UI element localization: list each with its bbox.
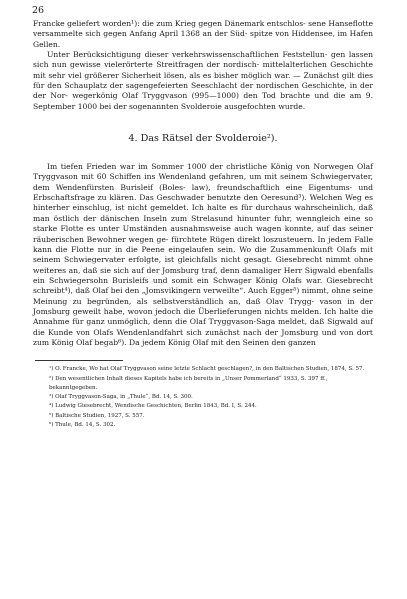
text-line: König Olaf begab⁶). Da jedem König Olaf mit den Seinen den ganzen bbox=[51, 337, 316, 347]
body-text bbox=[33, 19, 373, 348]
footnote-4: ⁴) Ludwig Giesebrecht, Wendische Geschichten, Berlin 1843, Bd. I, S. 244. bbox=[49, 403, 257, 410]
text-line: mittelalterlichen Geschichte mit sehr viel größerer Sicherheit lösen, als bbox=[33, 60, 374, 80]
text-line: Wendenlandfahrt sich zunächst nach der Jomsburg und von dort zum bbox=[33, 327, 373, 347]
text-line: nimmt ohne weiteres an, daß sie sich auf der Jomsburg traf, denn bbox=[33, 255, 373, 275]
text-line: daß man östlich der dänischen Inseln zum Strelasund hinunter fuhr, bbox=[33, 203, 373, 223]
text-line: in die Peene eingelaufen sein. Wo die Zusammenkunft Olafs mit seinem bbox=[33, 244, 373, 265]
footnote-line: Baltischen Studien, 1874, S. 57. bbox=[274, 366, 365, 373]
text-line: spitze von Hiddensee, im Hafen Gellen. bbox=[33, 29, 373, 49]
text-line: einschlug, ist nicht gemeldet. Ich halte es für durchaus wahrscheinlich, bbox=[72, 203, 359, 213]
text-line: um mit seinem Schwiegervater, dem Wendenfürsten Burisleif (Boles- bbox=[33, 172, 373, 192]
text-line: vason in der Jomsburg geweilt habe, wovon jedoch die Überlieferungen bbox=[33, 296, 374, 316]
text-line: 9. September 1000 bei der sogenannten Svolderoie ausgefochten wurde. bbox=[33, 91, 373, 111]
text-line: fürchtete Rügen direkt loszusteuern. In jedem Falle kann die Flotte nur bbox=[33, 234, 373, 254]
footnote-1 bbox=[33, 365, 373, 374]
main-paragraph bbox=[33, 162, 373, 348]
text-line: wenngleich eine so starke Flotte es unter Umständen ausnahmsweise bbox=[33, 213, 373, 234]
text-line: nichts melden. Ich halte die Annahme für ganz unmöglich, denn die Olaf bbox=[33, 306, 374, 327]
text-line: seine Meinung zu begründen, als selbstverständlich an, daß Olav Trygg- bbox=[33, 286, 373, 306]
paragraph-two bbox=[33, 50, 373, 112]
text-line: Norwegen Olaf Tryggvason mit 60 Schiffen ins Wendenland gefahren, bbox=[33, 162, 373, 182]
text-line: damaliger Herr Sigwald ebenfalls ein Schwiegersohn Burisleifs und bbox=[33, 265, 374, 285]
footnote-line: ¹) O. Francke, Wo hat Olaf Tryggvason seine letzte Schlacht geschlagen?, in den bbox=[49, 366, 275, 373]
footnote-line: ²) Den wesentlichen Inhalt dieses Kapitels habe ich bereits in „Unser Pommerland“ bbox=[49, 375, 284, 382]
text-line: sagengefeierten Seeschlacht der nordischen Geschichte, in der der Nor- bbox=[33, 81, 373, 101]
page-number: 26 bbox=[32, 5, 45, 16]
text-line: sene Hanseflotte versammelte sich gegen Anfang April 1368 an der Süd- bbox=[33, 19, 374, 39]
text-line: Im tiefen Frieden war im Sommer 1000 der christliche König von bbox=[47, 162, 314, 172]
text-line: wegerkönig Olaf Tryggvason (995—1000) den Tod brachte und die am bbox=[72, 91, 366, 101]
text-line: somit ein Schwager König Olafs war. Giesebrecht schreibt⁴), daß bbox=[33, 275, 373, 296]
text-line: Unter Berücksichtigung dieser verkehrswissenschaftlichen Feststellun- bbox=[47, 50, 331, 60]
text-line: es bisher möglich war. — Zunächst gilt dies für den Schauplatz der bbox=[33, 70, 373, 91]
footnote-divider bbox=[35, 360, 123, 361]
top-paragraph bbox=[33, 19, 373, 50]
text-line: Schwiegervater erfolgte, ist gleichfalls nicht gesagt. Giesebrecht bbox=[64, 255, 326, 265]
text-line: Olaf bei den „Jomsvikingern verweilte“. Auch Egger⁵) nimmt, ohne bbox=[92, 286, 353, 296]
footnotes bbox=[33, 365, 373, 430]
text-line: Tryggvason-Saga meldet, daß Sigwald auf die Kunde von Olafs bbox=[33, 317, 373, 337]
text-line: auch wagen konnte, auf das seiner räuberischen Bewohner wegen ge- bbox=[33, 224, 373, 244]
footnote-2 bbox=[33, 375, 373, 394]
text-line: gen lassen sich nun gewisse vielerörterte Streitfragen der nordisch- bbox=[33, 50, 373, 70]
footnote-6: ⁶) Thule, Bd. 14, S. 302. bbox=[49, 422, 116, 429]
footnote-3: ³) Olaf Tryggvason-Saga, in „Thule“, Bd. 14, S. 300. bbox=[49, 394, 193, 401]
text-line: law), freundschaftlich eine Eigentums- und Erbschaftsfrage zu klären. bbox=[33, 182, 373, 203]
text-line: Das Geschwader benutzte den Oeresund³). Welchen Weg es hinterher bbox=[33, 193, 373, 213]
footnote-line: 1933, S. 397 ff., bekanntgegeben. bbox=[49, 375, 328, 391]
text-line: Francke geliefert worden¹): die zum Krieg gegen Dänemark entschlos- bbox=[33, 19, 309, 28]
footnote-5: ⁵) Baltische Studien, 1927, S. 557. bbox=[49, 412, 145, 419]
section-heading: 4. Das Rätsel der Svolderoie²). bbox=[128, 133, 278, 145]
